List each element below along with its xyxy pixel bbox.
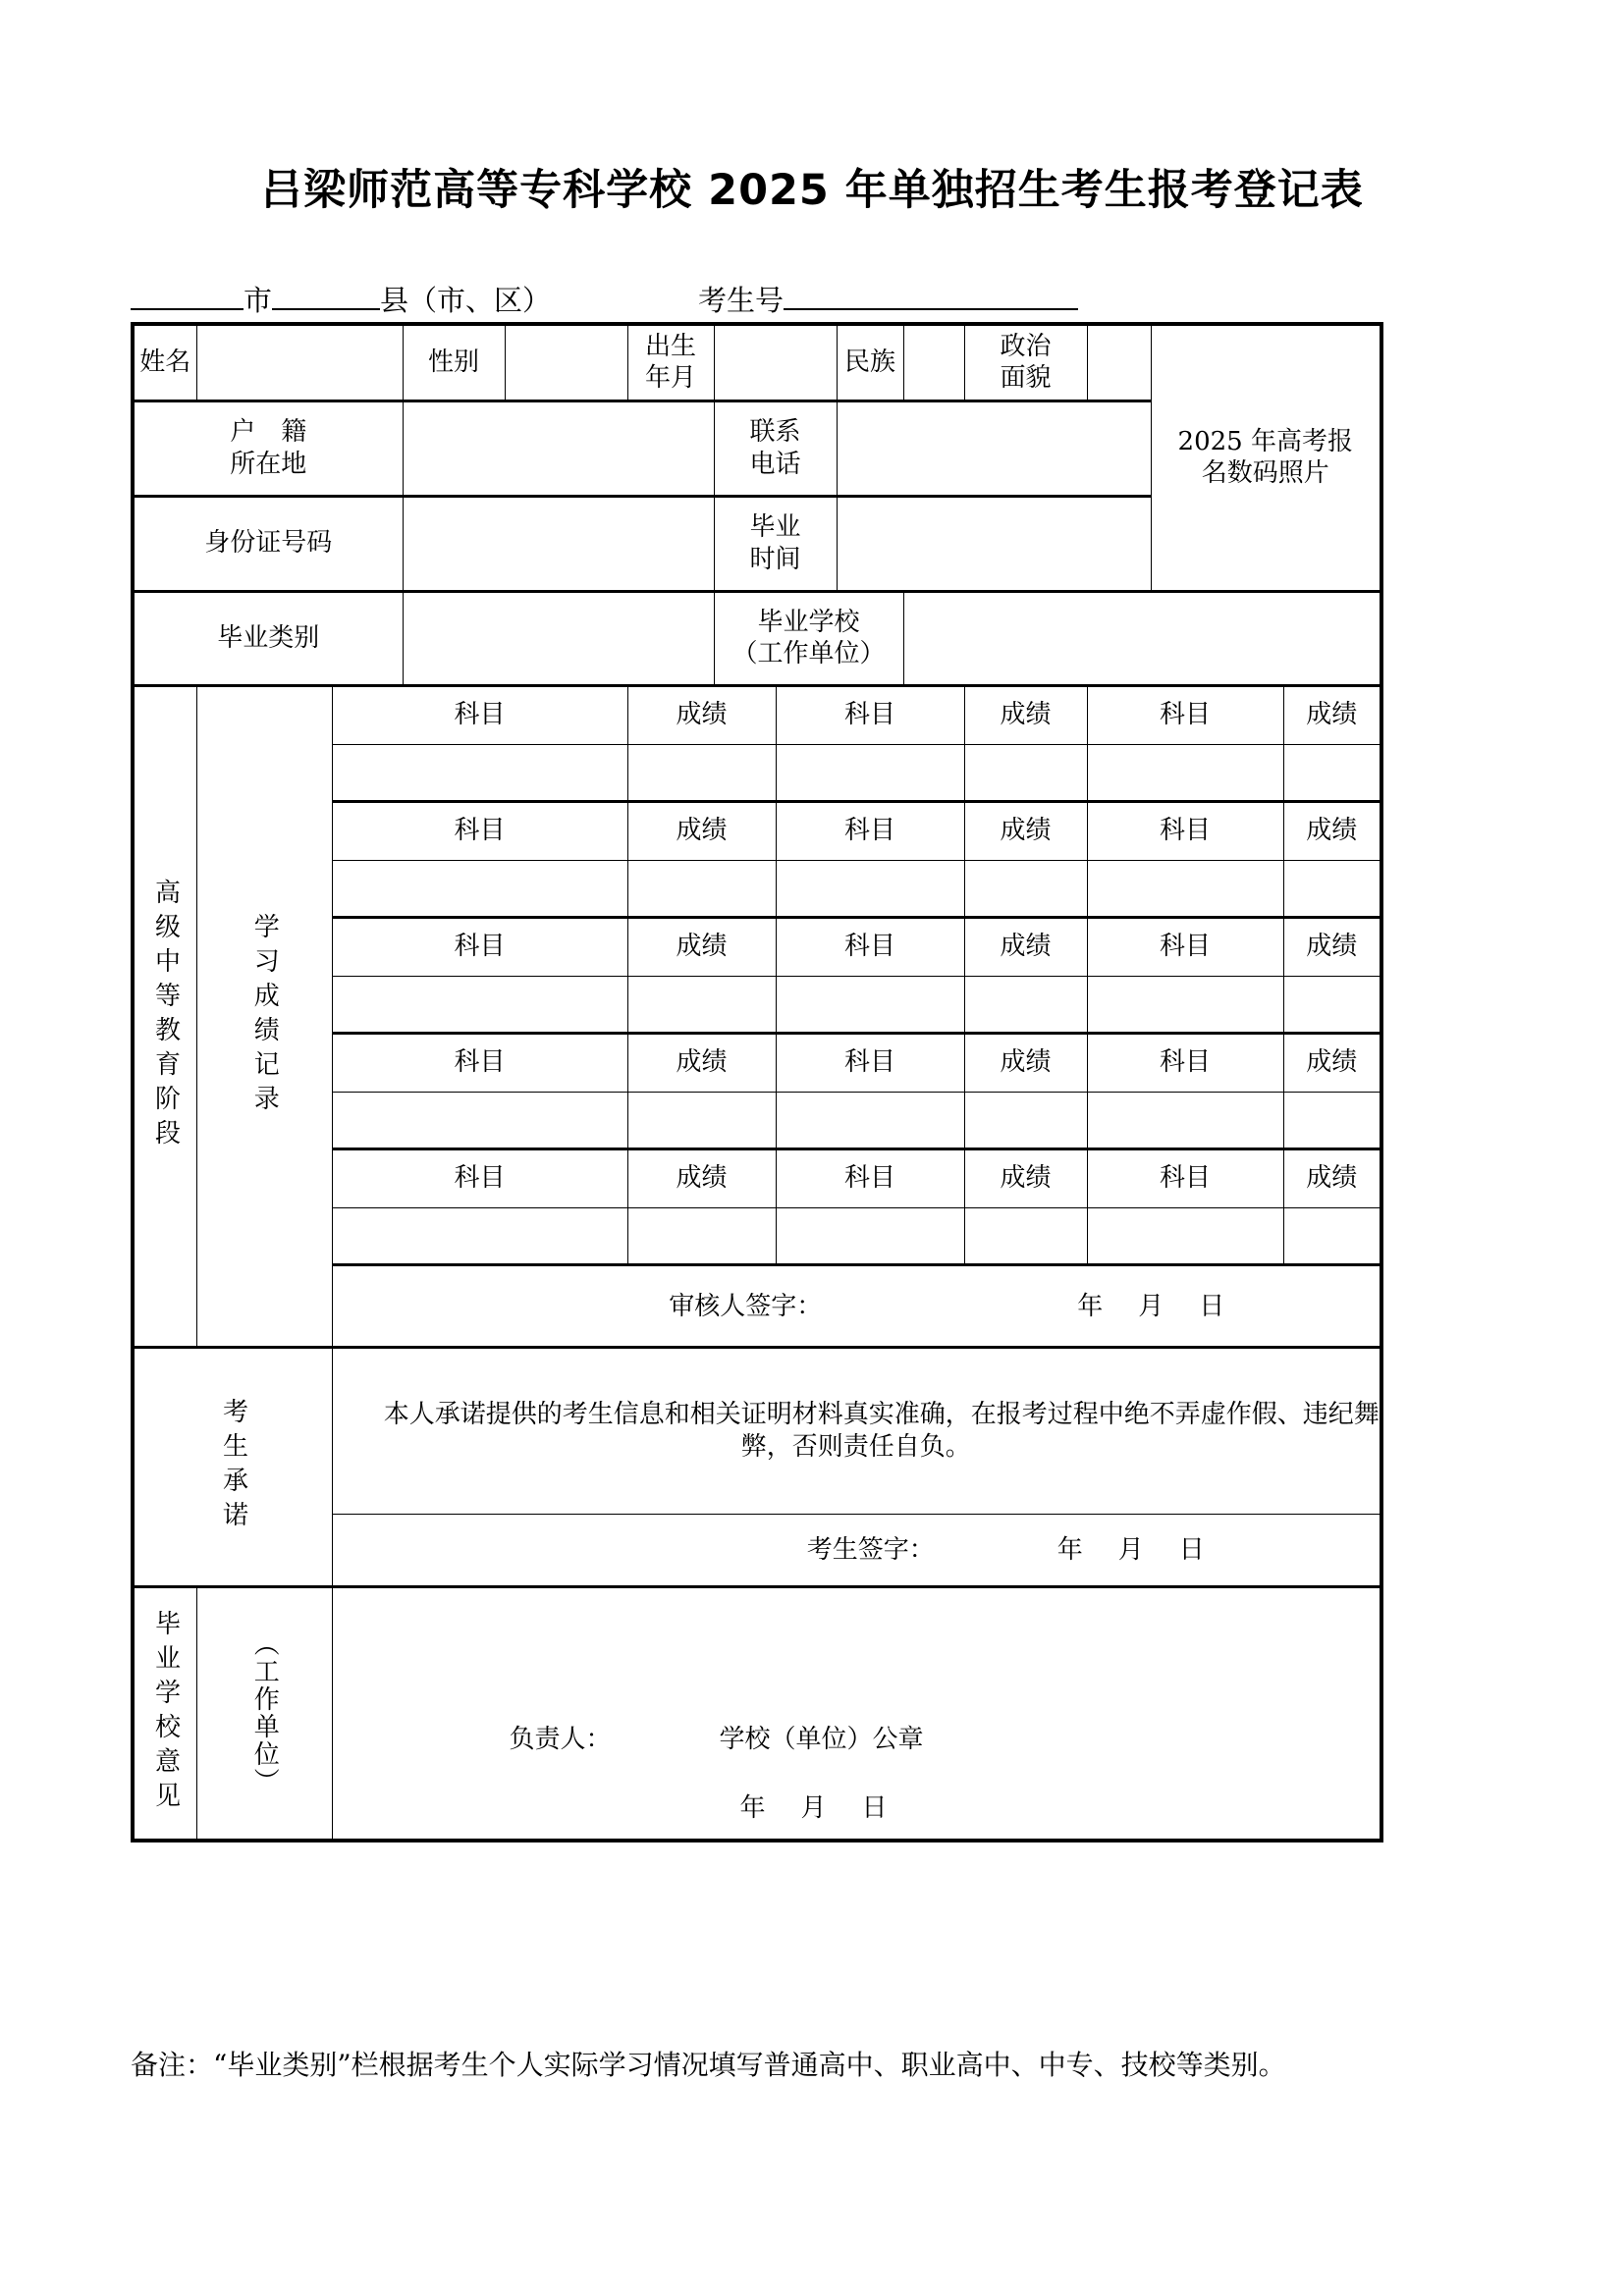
photo-label-line1: 2025 年高考报 xyxy=(1177,426,1353,456)
grade-subject-value[interactable] xyxy=(1087,860,1283,917)
id-number-label: 身份证号码 xyxy=(133,496,403,591)
grade-subject-header: 科目 xyxy=(776,917,964,976)
birth-value[interactable] xyxy=(714,324,837,400)
grade-score-value[interactable] xyxy=(627,976,776,1033)
school-opinion-vertical-label-inner: （工作单位） xyxy=(196,1586,332,1841)
graduation-time-label xyxy=(714,496,837,591)
graduation-time-label-line2: 时间 xyxy=(749,544,801,574)
reviewer-date-year: 年 xyxy=(1077,1291,1104,1321)
grade-subject-header: 科目 xyxy=(332,685,627,744)
grade-score-header: 成绩 xyxy=(964,801,1087,860)
grade-score-header: 成绩 xyxy=(964,1033,1087,1092)
reviewer-date-month: 月 xyxy=(1138,1291,1164,1321)
school-opinion-date-line xyxy=(740,1792,888,1825)
pledge-row xyxy=(133,1347,1381,1514)
grades-vertical-label-outer: 高级中等教育阶段 xyxy=(133,685,196,1347)
exam-number-label: 考生号 xyxy=(698,284,785,317)
official-seal-label: 学校（单位）公章 xyxy=(719,1725,924,1754)
residence-value[interactable] xyxy=(403,400,714,496)
name-value[interactable] xyxy=(196,324,403,400)
grade-score-value[interactable] xyxy=(1283,1092,1381,1148)
grade-subject-header: 科目 xyxy=(1087,1148,1283,1207)
candidate-date-month: 月 xyxy=(1117,1535,1144,1566)
grade-score-value[interactable] xyxy=(964,976,1087,1033)
gender-value[interactable] xyxy=(505,324,627,400)
city-blank-input[interactable] xyxy=(131,279,244,310)
grade-subject-value[interactable] xyxy=(1087,744,1283,801)
graduation-school-label-line2: （工作单位） xyxy=(731,639,886,668)
school-opinion-vertical-label-outer: 毕业学校意见 xyxy=(133,1586,196,1841)
grade-subject-value[interactable] xyxy=(332,1207,627,1264)
grade-score-header: 成绩 xyxy=(964,685,1087,744)
grade-subject-header: 科目 xyxy=(332,1148,627,1207)
school-opinion-signature-line xyxy=(510,1724,924,1756)
grade-subject-value[interactable] xyxy=(332,860,627,917)
political-status-label xyxy=(964,324,1087,400)
grade-subject-header: 科目 xyxy=(332,917,627,976)
residence-label-line1: 户 籍 xyxy=(230,417,307,447)
photo-placeholder[interactable] xyxy=(1151,324,1381,591)
phone-label xyxy=(714,400,837,496)
grade-score-header: 成绩 xyxy=(1283,1033,1381,1092)
grade-subject-header: 科目 xyxy=(1087,1033,1283,1092)
grade-score-header: 成绩 xyxy=(627,917,776,976)
grade-score-value[interactable] xyxy=(627,860,776,917)
grade-score-value[interactable] xyxy=(964,1092,1087,1148)
grade-score-header: 成绩 xyxy=(627,801,776,860)
school-opinion-row xyxy=(133,1586,1381,1841)
county-label: 县（市、区） xyxy=(380,284,552,317)
grade-subject-value[interactable] xyxy=(1087,1092,1283,1148)
photo-label-line2: 名数码照片 xyxy=(1201,458,1329,489)
grade-subject-value[interactable] xyxy=(776,860,964,917)
grade-score-header: 成绩 xyxy=(1283,685,1381,744)
pledge-text xyxy=(332,1347,1381,1514)
candidate-date-year: 年 xyxy=(1056,1535,1083,1566)
grade-subject-value[interactable] xyxy=(332,976,627,1033)
grade-score-value[interactable] xyxy=(1283,1207,1381,1264)
school-opinion-date-day: 日 xyxy=(861,1793,888,1823)
person-in-charge-label: 负责人： xyxy=(509,1725,612,1754)
grade-score-value[interactable] xyxy=(1283,860,1381,917)
phone-label-line2: 电话 xyxy=(749,449,801,479)
residence-label xyxy=(133,400,403,496)
candidate-date-day: 日 xyxy=(1178,1535,1205,1566)
birth-label-line1: 出生 xyxy=(644,331,696,361)
grade-subject-header: 科目 xyxy=(776,1148,964,1207)
page-title: 吕梁师范高等专科学校 2025 年单独招生考生报考登记表 xyxy=(260,166,1364,215)
candidate-signature-label: 考生签字： xyxy=(806,1535,935,1566)
grade-score-value[interactable] xyxy=(964,744,1087,801)
ethnicity-label: 民族 xyxy=(837,324,903,400)
grades-vertical-label-inner: 学习成绩记录 xyxy=(196,685,332,1347)
grade-subject-header: 科目 xyxy=(1087,801,1283,860)
grade-subject-value[interactable] xyxy=(332,1092,627,1148)
header-blanks-line xyxy=(131,279,1380,322)
grade-score-header: 成绩 xyxy=(627,1148,776,1207)
grade-subject-value[interactable] xyxy=(1087,976,1283,1033)
graduation-type-value[interactable] xyxy=(403,591,714,685)
gender-label: 性别 xyxy=(403,324,505,400)
political-status-value[interactable] xyxy=(1087,324,1151,400)
grade-subject-value[interactable] xyxy=(776,1207,964,1264)
school-opinion-body[interactable] xyxy=(332,1586,1381,1841)
grade-subject-value[interactable] xyxy=(776,1092,964,1148)
grade-score-value[interactable] xyxy=(627,1092,776,1148)
reviewer-signature-cell[interactable] xyxy=(332,1264,1381,1347)
grade-subject-header: 科目 xyxy=(332,801,627,860)
grade-subject-value[interactable] xyxy=(1087,1207,1283,1264)
pledge-vertical-label: 考生承诺 xyxy=(133,1347,332,1586)
grade-score-header: 成绩 xyxy=(964,917,1087,976)
grades-header-row-1 xyxy=(133,685,1381,744)
county-blank-input[interactable] xyxy=(272,279,380,310)
phone-value[interactable] xyxy=(837,400,1151,496)
reviewer-date-day: 日 xyxy=(1199,1291,1225,1321)
grade-score-value[interactable] xyxy=(964,1207,1087,1264)
grade-score-header: 成绩 xyxy=(1283,917,1381,976)
grade-score-header: 成绩 xyxy=(627,1033,776,1092)
grade-score-header: 成绩 xyxy=(1283,1148,1381,1207)
name-label: 姓名 xyxy=(133,324,196,400)
graduation-school-label xyxy=(714,591,903,685)
graduation-type-label: 毕业类别 xyxy=(133,591,403,685)
school-opinion-date-year: 年 xyxy=(739,1793,766,1823)
graduation-school-value[interactable] xyxy=(903,591,1381,685)
ethnicity-value[interactable] xyxy=(903,324,964,400)
id-number-value[interactable] xyxy=(403,496,714,591)
grade-subject-header: 科目 xyxy=(776,1033,964,1092)
grade-score-header: 成绩 xyxy=(964,1148,1087,1207)
grade-score-value[interactable] xyxy=(1283,976,1381,1033)
grade-subject-header: 科目 xyxy=(1087,917,1283,976)
grade-score-value[interactable] xyxy=(627,1207,776,1264)
grade-subject-header: 科目 xyxy=(1087,685,1283,744)
phone-label-line1: 联系 xyxy=(749,417,801,447)
grade-subject-value[interactable] xyxy=(776,976,964,1033)
exam-number-blank-input[interactable] xyxy=(784,279,1078,310)
grade-score-value[interactable] xyxy=(627,744,776,801)
birth-label-line2: 年月 xyxy=(644,363,696,394)
grade-subject-value[interactable] xyxy=(332,744,627,801)
grade-score-value[interactable] xyxy=(964,860,1087,917)
footer-note: 备注：“毕业类别”栏根据考生个人实际学习情况填写普通高中、职业高中、中专、技校等类别。 xyxy=(131,2049,1286,2081)
table-row-basic-4 xyxy=(133,591,1381,685)
grade-score-header: 成绩 xyxy=(1283,801,1381,860)
reviewer-signature-label: 审核人签字： xyxy=(669,1291,823,1321)
candidate-signature-cell[interactable] xyxy=(332,1514,1381,1586)
table-row-basic-1 xyxy=(133,324,1381,400)
political-status-label-line2: 面貌 xyxy=(1000,363,1052,394)
grade-subject-header: 科目 xyxy=(776,801,964,860)
graduation-school-label-line1: 毕业学校 xyxy=(757,607,860,637)
grade-subject-value[interactable] xyxy=(776,744,964,801)
grade-score-header: 成绩 xyxy=(627,685,776,744)
grade-score-value[interactable] xyxy=(1283,744,1381,801)
graduation-time-label-line1: 毕业 xyxy=(749,512,801,542)
graduation-time-value[interactable] xyxy=(837,496,1151,591)
pledge-text-content: 本人承诺提供的考生信息和相关证明材料真实准确，在报考过程中绝不弄虚作假、违纪舞弊，否则责任自负。 xyxy=(383,1400,1380,1462)
grade-subject-header: 科目 xyxy=(776,685,964,744)
school-opinion-date-month: 月 xyxy=(800,1793,827,1823)
city-label: 市 xyxy=(244,284,273,317)
birth-label xyxy=(627,324,714,400)
registration-form-table xyxy=(131,322,1383,1842)
grade-subject-header: 科目 xyxy=(332,1033,627,1092)
residence-label-line2: 所在地 xyxy=(230,449,307,479)
political-status-label-line1: 政治 xyxy=(1000,331,1052,361)
